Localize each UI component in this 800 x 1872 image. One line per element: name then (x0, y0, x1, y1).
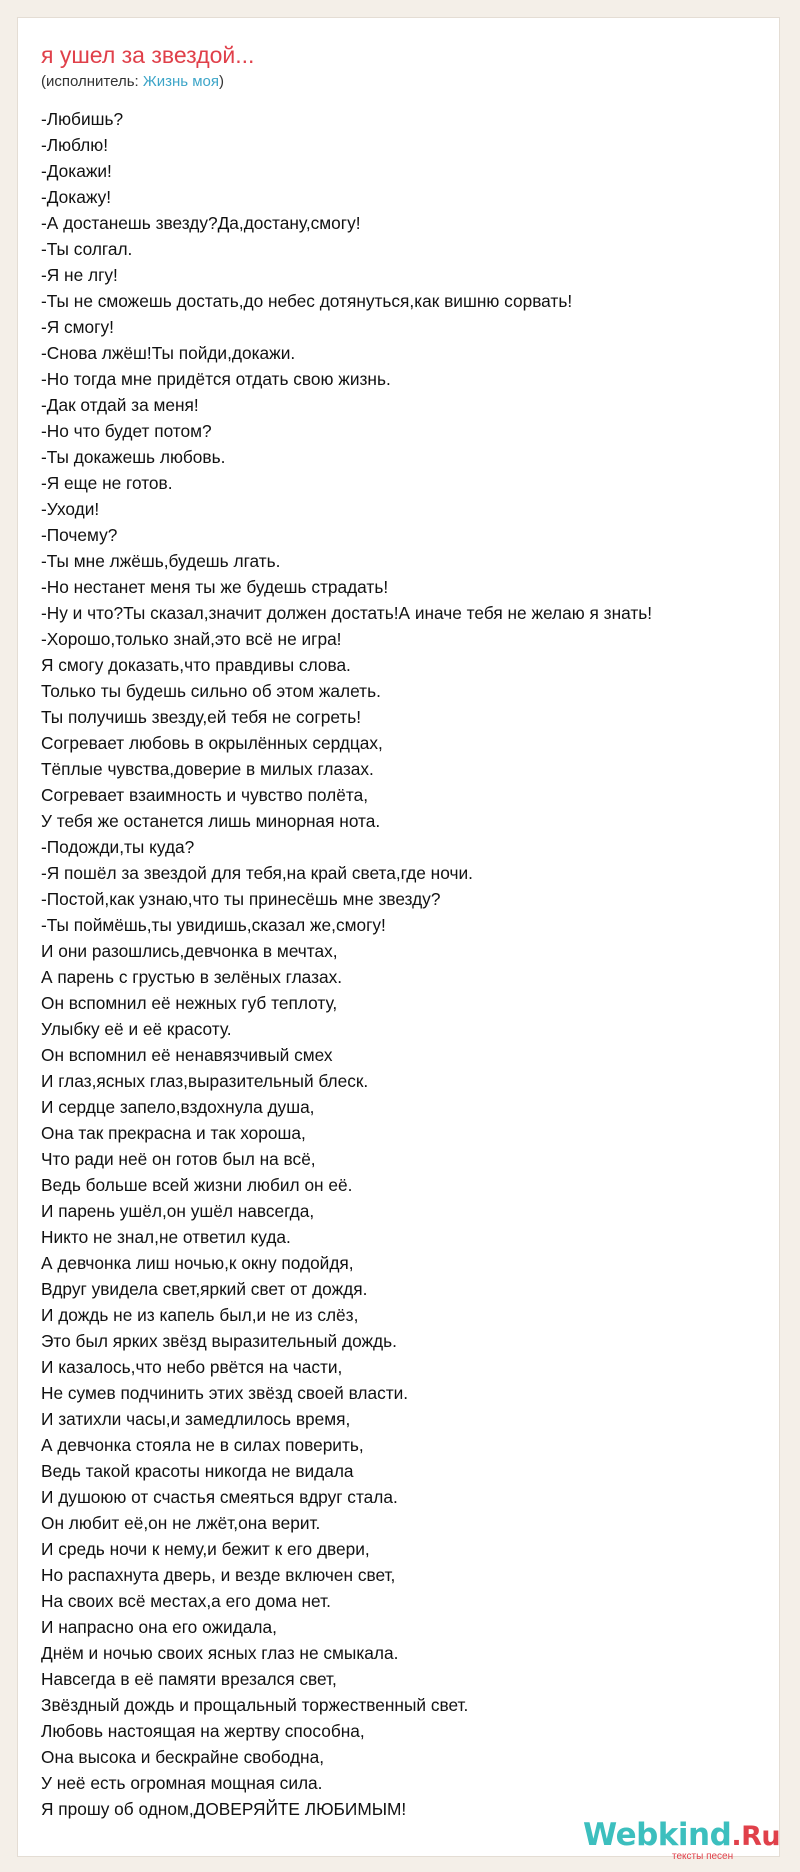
song-title: я ушел за звездой... (41, 42, 255, 68)
webkind-logo[interactable] (583, 1817, 781, 1853)
lyric-line: Ты получишь звезду,ей тебя не согреть! (41, 707, 362, 727)
lyric-line: -Я смогу! (41, 317, 114, 337)
lyrics-text (41, 106, 781, 1822)
lyric-line: А девчонка стояла не в силах поверить, (41, 1435, 364, 1455)
lyric-line: -Но что будет потом? (41, 421, 212, 441)
lyric-line: Не сумев подчинить этих звёзд своей власти. (41, 1383, 409, 1403)
lyric-line: А парень с грустью в зелёных глазах. (41, 967, 343, 987)
lyric-line: И казалось,что небо рвётся на части, (41, 1357, 343, 1377)
lyric-line: -Подожди,ты куда? (41, 837, 195, 857)
lyric-line: Я прошу об одном,ДОВЕРЯЙТЕ ЛЮБИМЫМ! (41, 1799, 407, 1819)
lyric-line: -Уходи! (41, 499, 100, 519)
lyric-line: Ведь такой красоты никогда не видала (41, 1461, 354, 1481)
lyric-line: И дождь не из капель был,и не из слёз, (41, 1305, 359, 1325)
logo-tagline: тексты песен (672, 1851, 734, 1862)
lyric-line: -Снова лжёш!Ты пойди,докажи. (41, 343, 296, 363)
lyric-line: Она так прекрасна и так хороша, (41, 1123, 306, 1143)
lyric-line: Только ты будешь сильно об этом жалеть. (41, 681, 381, 701)
lyric-line: Но распахнута дверь, и везде включен свет, (41, 1565, 396, 1585)
lyric-line: Согревает взаимность и чувство полёта, (41, 785, 368, 805)
lyric-line: -Дак отдай за меня! (41, 395, 199, 415)
lyric-line: Согревает любовь в окрылённых сердцах, (41, 733, 383, 753)
lyric-line: -Хорошо,только знай,это всё не игра! (41, 629, 342, 649)
lyric-line: -Докажи! (41, 161, 112, 181)
lyric-line: У неё есть огромная мощная сила. (41, 1773, 323, 1793)
lyric-line: -Почему? (41, 525, 118, 545)
lyric-line: Это был ярких звёзд выразительный дождь. (41, 1331, 397, 1351)
lyric-line: Тёплые чувства,доверие в милых глазах. (41, 759, 374, 779)
logo-brand: Webkind (583, 1817, 732, 1853)
lyric-line: Никто не знал,не ответил куда. (41, 1227, 291, 1247)
lyric-line: У тебя же останется лишь минорная нота. (41, 811, 381, 831)
lyric-line: -А достанешь звезду?Да,достану,смогу! (41, 213, 361, 233)
lyric-line: -Я не лгу! (41, 265, 118, 285)
lyric-line: -Докажу! (41, 187, 112, 207)
lyric-line: А девчонка лиш ночью,к окну подойдя, (41, 1253, 354, 1273)
lyric-line: Что ради неё он готов был на всё, (41, 1149, 316, 1169)
lyric-line: Вдруг увидела свет,яркий свет от дождя. (41, 1279, 368, 1299)
lyric-line: -Ты докажешь любовь. (41, 447, 226, 467)
artist-line (41, 72, 224, 92)
lyric-line: -Но нестанет меня ты же будешь страдать! (41, 577, 389, 597)
lyric-line: И затихли часы,и замедлилось время, (41, 1409, 351, 1429)
lyric-line: И глаз,ясных глаз,выразительный блеск. (41, 1071, 369, 1091)
lyric-line: Улыбку её и её красоту. (41, 1019, 232, 1039)
lyric-line: Ведь больше всей жизни любил он её. (41, 1175, 353, 1195)
lyric-line: И средь ночи к нему,и бежит к его двери, (41, 1539, 370, 1559)
lyric-line: Он вспомнил её ненавязчивый смех (41, 1045, 333, 1065)
lyric-line: -Ты не сможешь достать,до небес дотянуться,как вишню сорвать! (41, 291, 573, 311)
lyric-line: -Я пошёл за звездой для тебя,на край света,где ночи. (41, 863, 473, 883)
artist-link[interactable]: Жизнь моя (142, 73, 220, 90)
lyric-line: Любовь настоящая на жертву способна, (41, 1721, 365, 1741)
lyric-line: -Люблю! (41, 135, 109, 155)
lyric-line: -Ты солгал. (41, 239, 133, 259)
lyric-line: Она высока и бескрайне свободна, (41, 1747, 325, 1767)
lyric-line: И они разошлись,девчонка в мечтах, (41, 941, 338, 961)
lyric-line: На своих всё местах,а его дома нет. (41, 1591, 331, 1611)
lyric-line: -Постой,как узнаю,что ты принесёшь мне звезду? (41, 889, 441, 909)
artist-prefix: (исполнитель: (41, 73, 143, 90)
lyric-line: И душоюю от счастья смеяться вдруг стала. (41, 1487, 398, 1507)
lyric-line: -Ты мне лжёшь,будешь лгать. (41, 551, 281, 571)
lyric-line: Я смогу доказать,что правдивы слова. (41, 655, 351, 675)
lyric-line: Он любит её,он не лжёт,она верит. (41, 1513, 321, 1533)
lyric-line: И сердце запело,вздохнула душа, (41, 1097, 315, 1117)
lyric-line: Днём и ночью своих ясных глаз не смыкала. (41, 1643, 399, 1663)
lyric-line: -Но тогда мне придётся отдать свою жизнь. (41, 369, 391, 389)
lyric-line: Он вспомнил её нежных губ теплоту, (41, 993, 338, 1013)
lyric-line: -Ну и что?Ты сказал,значит должен достать!А иначе тебя не желаю я знать! (41, 603, 653, 623)
artist-suffix: ) (219, 73, 225, 90)
lyric-line: -Я еще не готов. (41, 473, 173, 493)
lyric-line: -Любишь? (41, 109, 124, 129)
lyric-line: Навсегда в её памяти врезался свет, (41, 1669, 337, 1689)
logo-tld: .Ru (731, 1821, 781, 1852)
lyric-line: -Ты поймёшь,ты увидишь,сказал же,смогу! (41, 915, 386, 935)
lyric-line: И парень ушёл,он ушёл навсегда, (41, 1201, 315, 1221)
lyric-line: И напрасно она его ожидала, (41, 1617, 277, 1637)
lyric-line: Звёздный дождь и прощальный торжественный свет. (41, 1695, 469, 1715)
